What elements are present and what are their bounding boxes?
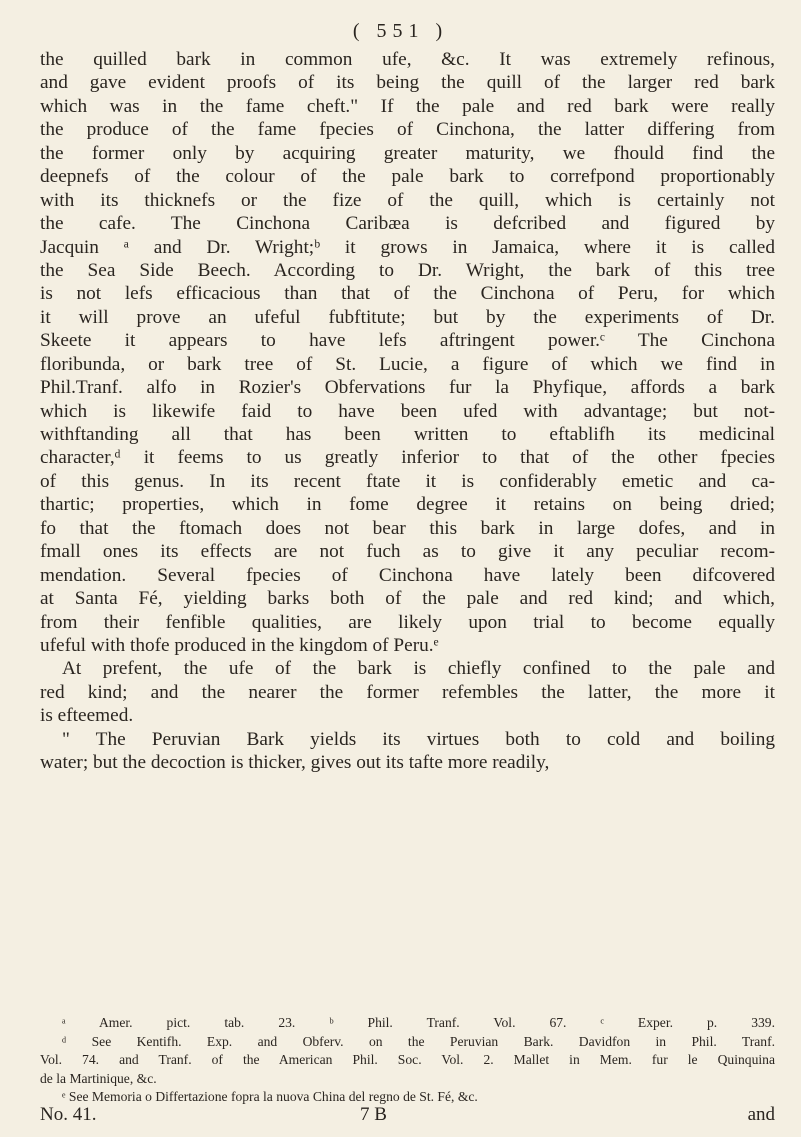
catchword: and xyxy=(747,1104,775,1125)
text-line: at Santa Fé, yielding barks both of the pale and red kind; and which, xyxy=(40,588,775,610)
page-number: ( 551 ) xyxy=(352,20,449,42)
footnote-line: Vol. 74. and Tranf. of the American Phil. Soc. Vol. 2. Mallet in Mem. fur le Quinquina xyxy=(40,1052,775,1067)
text-line: which is likewife faid to have been ufed with advantage; but not- xyxy=(40,400,775,422)
signature-mark: No. 41. xyxy=(40,1104,97,1125)
text-line: and gave evident proofs of its being the quill of the larger red bark xyxy=(40,72,775,94)
footnote-line: ᵉ See Memoria o Differtazione fopra la nuova China del regno de St. Fé, &c. xyxy=(62,1089,478,1104)
text-line: the produce of the fame fpecies of Cinchona, the latter differing from xyxy=(40,119,775,141)
text-line: from their fenfible qualities, are likely upon trial to become equally xyxy=(40,611,775,633)
footnote-line: de la Martinique, &c. xyxy=(40,1070,157,1086)
text-line: it will prove an ufeful fubftitute; but by the experiments of Dr. xyxy=(40,306,775,328)
footnotes xyxy=(40,1014,775,1107)
text-line: mendation. Several fpecies of Cinchona have lately been difcovered xyxy=(40,564,775,586)
text-line: fo that the ftomach does not bear this bark in large dofes, and in xyxy=(40,517,775,539)
text-line: is efteemed. xyxy=(40,705,134,727)
page-footer xyxy=(40,1104,775,1128)
text-line: the cafe. The Cinchona Caribæa is defcribed and figured by xyxy=(40,213,775,235)
text-line: fmall ones its effects are not fuch as to give it any peculiar recom- xyxy=(40,541,775,563)
text-line: of this genus. In its recent ftate it is confiderably emetic and ca- xyxy=(40,470,775,492)
text-line: thartic; properties, which in fome degree it retains on being dried; xyxy=(40,494,775,516)
text-line: is not lefs efficacious than that of the Cinchona of Peru, for which xyxy=(40,283,775,305)
text-line: withftanding all that has been written to eftablifh its medicinal xyxy=(40,424,775,445)
text-line: the quilled bark in common ufe, &c. It was extremely refinous, xyxy=(40,49,775,70)
text-line: the Sea Side Beech. According to Dr. Wright, the bark of this tree xyxy=(40,259,775,281)
text-line: Skeete it appears to have lefs aftringent power.ᶜ The Cinchona xyxy=(40,330,775,352)
text-line: the former only by acquiring greater maturity, we fhould find the xyxy=(40,142,775,164)
text-line: Jacquin ᵃ and Dr. Wright;ᵇ it grows in Jamaica, where it is called xyxy=(40,236,775,258)
footnote-line: ᵃ Amer. pict. tab. 23. ᵇ Phil. Tranf. Vol. 67. ᶜ Exper. p. 339. xyxy=(62,1015,775,1030)
text-line: " The Peruvian Bark yields its virtues both to cold and boiling xyxy=(62,728,775,750)
text-line: red kind; and the nearer the former refembles the latter, the more it xyxy=(40,681,775,703)
main-paragraph xyxy=(40,48,775,775)
text-line: ufeful with thofe produced in the kingdom of Peru.ᵉ xyxy=(40,634,439,656)
text-line: character,ᵈ it feems to us greatly inferior to that of the other fpecies xyxy=(40,447,775,469)
sheet-mark: 7 B xyxy=(360,1104,387,1125)
text-line: with its thicknefs or the fize of the quill, which is certainly not xyxy=(40,189,775,211)
text-line: At prefent, the ufe of the bark is chiefly confined to the pale and xyxy=(62,658,775,680)
text-line: floribunda, or bark tree of St. Lucie, a figure of which we find in xyxy=(40,353,775,375)
footnote-line: ᵈ See Kentifh. Exp. and Obferv. on the Peruvian Bark. Davidfon in Phil. Tranf. xyxy=(62,1033,775,1049)
text-line: Phil.Tranf. alfo in Rozier's Obfervations fur la Phyfique, affords a bark xyxy=(40,377,775,399)
text-line: water; but the decoction is thicker, gives out its tafte more readily, xyxy=(40,752,550,774)
text-line: which was in the fame cheft." If the pale and red bark were really xyxy=(40,95,775,117)
text-line: deepnefs of the colour of the pale bark to correfpond proportionably xyxy=(40,166,775,188)
